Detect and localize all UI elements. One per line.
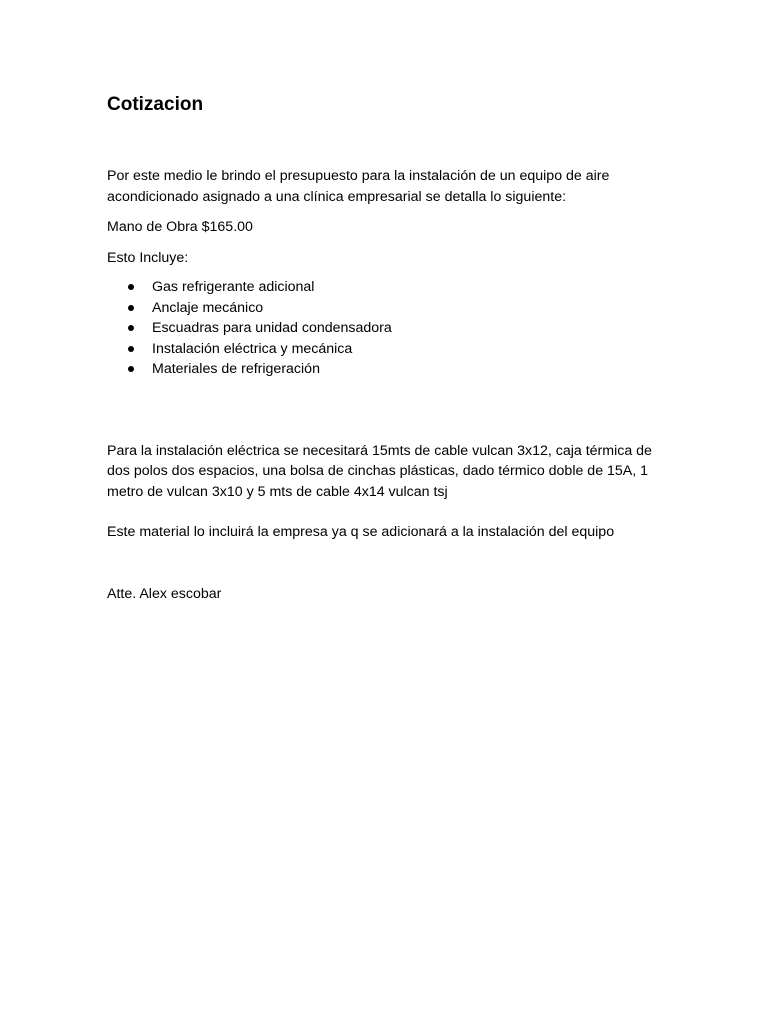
document-body: [107, 93, 667, 604]
bullet-icon: [128, 366, 134, 372]
list-item-label: Anclaje mecánico: [152, 299, 264, 316]
list-item-label: Materiales de refrigeración: [152, 361, 320, 378]
list-item: [107, 277, 667, 298]
list-item: [107, 298, 667, 319]
list-item: [107, 339, 667, 360]
list-item-label: Escuadras para unidad condensadora: [152, 320, 392, 337]
material-note-paragraph: Este material lo incluirá la empresa ya q se adicionará a la instalación del equipo: [107, 524, 615, 541]
signature-line: Atte. Alex escobar: [107, 585, 222, 602]
included-items-list: [107, 277, 667, 380]
list-item-label: Instalación eléctrica y mecánica: [152, 340, 353, 357]
electrical-installation-paragraph: Para la instalación eléctrica se necesitará 15mts de cable vulcan 3x12, caja térmica de dos polos dos espacios, una bolsa de cinchas plásticas, dado térmico doble de 15A, 1 metro de vulcan 3x10 y 5 mts de cable 4x14 vulcan tsj: [107, 442, 652, 500]
bullet-icon: [128, 305, 134, 311]
list-item: [107, 359, 667, 380]
includes-label: Esto Incluye:: [107, 249, 189, 266]
bullet-icon: [128, 325, 134, 331]
bullet-icon: [128, 284, 134, 290]
labor-cost-line: Mano de Obra $165.00: [107, 219, 253, 235]
document-title: Cotizacion: [107, 94, 204, 115]
intro-paragraph: Por este medio le brindo el presupuesto para la instalación de un equipo de aire acondicionado asignado a una clínica empresarial se detalla lo siguiente:: [107, 168, 610, 205]
list-item-label: Gas refrigerante adicional: [152, 279, 315, 295]
list-item: [107, 318, 667, 339]
bullet-icon: [128, 346, 134, 352]
